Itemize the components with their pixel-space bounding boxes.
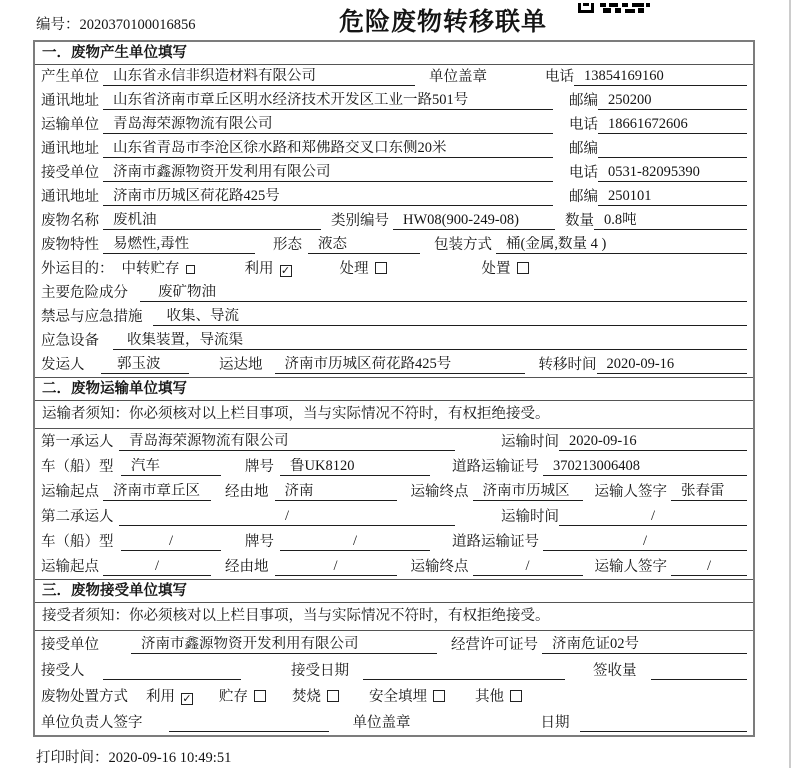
disposal-option-other <box>475 689 522 706</box>
head-sign-value[interactable] <box>169 731 329 732</box>
emergency-value[interactable]: 收集、导流 <box>153 308 748 326</box>
option-label: 焚烧 <box>292 689 321 705</box>
zip3-value[interactable]: 250101 <box>598 188 747 206</box>
page-title: 危险废物转移联单 <box>338 9 547 36</box>
address1-label: 通讯地址 <box>41 93 99 109</box>
hazard-row <box>35 281 753 305</box>
option-label: 贮存 <box>219 689 248 705</box>
option-label: 利用 <box>146 689 175 705</box>
transporter-value[interactable]: 青岛海荣源物流有限公司 <box>103 116 553 134</box>
accept-date-label: 接受日期 <box>291 663 349 679</box>
accept-unit-value[interactable]: 济南市鑫源物资开发利用有限公司 <box>131 636 437 654</box>
checkbox-icon[interactable] <box>510 690 522 702</box>
transporter-label: 运输单位 <box>41 117 99 133</box>
producer-value[interactable]: 山东省永信非织造材料有限公司 <box>103 68 415 86</box>
producer-label: 产生单位 <box>41 69 99 85</box>
print-time <box>36 746 231 767</box>
shipper-row <box>35 353 753 377</box>
section3-heading: 三．废物接受单位填写 <box>35 580 753 603</box>
zip1-value[interactable]: 250200 <box>598 92 747 110</box>
checkbox-icon[interactable] <box>517 262 529 274</box>
end1-label: 运输终点 <box>410 484 469 500</box>
permit2-label: 道路运输证号 <box>452 534 539 550</box>
route2-row <box>35 554 753 579</box>
serial-label: 编号： <box>36 17 80 33</box>
carrier1-value[interactable]: 青岛海荣源物流有限公司 <box>119 433 455 451</box>
sign1-label: 运输人签字 <box>594 484 667 500</box>
vehicle1-row <box>35 454 753 479</box>
via2-value[interactable]: / <box>275 558 397 576</box>
plate1-label: 牌号 <box>245 459 274 475</box>
head-sign-label: 单位负责人签字 <box>41 715 143 731</box>
section-receiver <box>35 579 753 735</box>
sign2-value[interactable]: / <box>671 558 747 576</box>
signed-amount-label: 签收量 <box>593 663 637 679</box>
option-label: 利用 <box>244 261 274 277</box>
disposal-option-landfill <box>369 689 445 706</box>
checkbox-icon[interactable]: ✓ <box>182 693 192 705</box>
section2-heading: 二．废物运输单位填写 <box>35 378 753 401</box>
head-signature-row <box>35 709 753 735</box>
option-label: 其他 <box>475 689 504 705</box>
zip1-label: 邮编 <box>569 93 598 109</box>
vehicle2-label: 车（船）型 <box>41 534 114 550</box>
date2-value[interactable] <box>580 731 748 732</box>
equipment-value[interactable]: 收集装置，导流渠 <box>113 332 747 350</box>
accept-person-label: 接受人 <box>41 663 85 679</box>
time2-label: 运输时间 <box>501 509 559 525</box>
vehicle1-label: 车（船）型 <box>41 459 114 475</box>
producer-row <box>35 65 753 89</box>
disposal-option-store <box>219 689 266 706</box>
disposal-method-row <box>35 683 753 709</box>
section-producer <box>35 42 753 377</box>
license-label: 经营许可证号 <box>451 637 538 653</box>
checkbox-icon[interactable] <box>186 265 195 274</box>
time1-label: 运输时间 <box>501 434 559 450</box>
qr-code-icon <box>578 0 650 18</box>
time1-value[interactable]: 2020-09-16 <box>559 433 747 451</box>
print-time-value: 2020-09-16 10:49:51 <box>108 750 232 766</box>
second-carrier-row <box>35 504 753 529</box>
zip2-value[interactable] <box>598 157 747 158</box>
transporter-notice: 运输者须知：你必须核对以上栏目事项，当与实际情况不符时，有权拒绝接受。 <box>35 401 753 429</box>
end1-value[interactable]: 济南市历城区 <box>473 483 583 501</box>
option-label: 处理 <box>339 261 369 277</box>
waste-name-row <box>35 209 753 233</box>
time2-value[interactable]: / <box>559 508 747 526</box>
hazard-value[interactable]: 废矿物油 <box>140 284 747 302</box>
checkbox-icon[interactable] <box>327 690 339 702</box>
receiver-label: 接受单位 <box>41 165 99 181</box>
shipper-value[interactable]: 郭玉波 <box>101 356 189 374</box>
address3-value[interactable]: 济南市历城区荷花路425号 <box>103 188 553 206</box>
section-transporter <box>35 377 753 579</box>
carrier2-label: 第二承运人 <box>41 509 114 525</box>
traits-label: 废物特性 <box>41 237 99 253</box>
emergency-label: 禁忌与应急措施 <box>41 309 143 325</box>
plate2-label: 牌号 <box>245 534 274 550</box>
option-label: 安全填埋 <box>369 689 427 705</box>
end2-value[interactable]: / <box>473 558 583 576</box>
accept-unit-label: 接受单位 <box>41 637 99 653</box>
purpose-option-transfer-storage <box>122 261 195 278</box>
license-value[interactable]: 济南危证02号 <box>542 636 747 654</box>
receiver-notice: 接受者须知：你必须核对以上栏目事项，当与实际情况不符时，有权拒绝接受。 <box>35 603 753 631</box>
packing-value[interactable]: 桶(金属,数量 4 ) <box>496 236 747 254</box>
plate1-value[interactable]: 鲁UK8120 <box>280 458 430 476</box>
address2-value[interactable]: 山东省青岛市李沧区徐水路和郑佛路交叉口东侧20米 <box>103 140 553 158</box>
address3-label: 通讯地址 <box>41 189 99 205</box>
via2-label: 经由地 <box>225 559 269 575</box>
origin2-value[interactable]: / <box>103 558 211 576</box>
checkbox-icon[interactable]: ✓ <box>280 265 291 277</box>
vehicle2-row <box>35 529 753 554</box>
checkbox-icon[interactable] <box>254 690 266 702</box>
option-label: 处置 <box>481 261 511 277</box>
address2-label: 通讯地址 <box>41 141 99 157</box>
shipper-label: 发运人 <box>41 357 85 373</box>
print-time-label: 打印时间： <box>36 750 109 766</box>
plate2-value[interactable]: / <box>280 533 430 551</box>
quantity-value[interactable]: 0.8吨 <box>594 212 747 230</box>
zip2-label: 邮编 <box>569 141 598 157</box>
phone3-label: 电话 <box>569 165 598 181</box>
origin1-label: 运输起点 <box>41 484 99 500</box>
serial-value: 2020370100016856 <box>79 17 196 33</box>
first-carrier-row <box>35 429 753 454</box>
transporter-row <box>35 113 753 137</box>
waste-name-value[interactable]: 废机油 <box>103 212 321 230</box>
purpose-row <box>35 257 753 281</box>
traits-value[interactable]: 易燃性,毒性 <box>103 236 255 254</box>
disposal-option-incinerate <box>292 689 339 706</box>
phone2-value[interactable]: 18661672606 <box>598 116 747 134</box>
dest-label: 运达地 <box>219 357 263 373</box>
packing-label: 包装方式 <box>434 237 492 253</box>
sign2-label: 运输人签字 <box>594 559 667 575</box>
phone2-label: 电话 <box>569 117 598 133</box>
checkbox-icon[interactable] <box>433 690 445 702</box>
accept-unit-row <box>35 631 753 657</box>
transfer-form-table <box>33 40 755 737</box>
via1-value[interactable]: 济南 <box>275 483 397 501</box>
producer-address-row <box>35 89 753 113</box>
signed-amount-value[interactable] <box>651 679 748 680</box>
phone1-value[interactable]: 13854169160 <box>574 68 747 86</box>
option-label: 中转贮存 <box>121 261 180 277</box>
category-value[interactable]: HW08(900-249-08) <box>393 212 555 230</box>
receiver-row <box>35 161 753 185</box>
origin2-label: 运输起点 <box>41 559 99 575</box>
unit-seal2-label: 单位盖章 <box>352 715 411 731</box>
hazard-label: 主要危险成分 <box>41 285 128 301</box>
receiver-value[interactable]: 济南市鑫源物资开发利用有限公司 <box>103 164 553 182</box>
accept-date-value[interactable] <box>363 679 565 680</box>
transfer-time-value[interactable]: 2020-09-16 <box>597 356 748 374</box>
purpose-option-treat <box>340 261 387 278</box>
route1-row <box>35 479 753 504</box>
accept-person-row <box>35 657 753 683</box>
accept-person-value[interactable] <box>103 679 241 680</box>
page-edge-divider <box>789 0 791 768</box>
waste-traits-row <box>35 233 753 257</box>
form-label: 形态 <box>273 237 302 253</box>
unit-seal-label: 单位盖章 <box>429 69 487 85</box>
via1-label: 经由地 <box>225 484 269 500</box>
section1-heading: 一．废物产生单位填写 <box>35 42 753 65</box>
transporter-address-row <box>35 137 753 161</box>
disposal-label: 废物处置方式 <box>41 689 128 705</box>
emergency-equipment-row <box>35 329 753 353</box>
permit1-value[interactable]: 370213006408 <box>543 458 747 476</box>
carrier1-label: 第一承运人 <box>41 434 114 450</box>
sign1-value[interactable]: 张春雷 <box>671 483 747 501</box>
permit1-label: 道路运输证号 <box>452 459 539 475</box>
phone3-value[interactable]: 0531-82095390 <box>598 164 747 182</box>
vehicle2-value[interactable]: / <box>121 533 221 551</box>
origin1-value[interactable]: 济南市章丘区 <box>103 483 211 501</box>
quantity-label: 数量 <box>565 213 594 229</box>
equipment-label: 应急设备 <box>41 333 99 349</box>
form-value[interactable]: 液态 <box>308 236 420 254</box>
date2-label: 日期 <box>540 715 570 731</box>
phone1-label: 电话 <box>545 69 574 85</box>
disposal-option-utilize <box>146 689 193 706</box>
receiver-address-row <box>35 185 753 209</box>
permit2-value[interactable]: / <box>543 533 747 551</box>
zip3-label: 邮编 <box>569 189 598 205</box>
category-label: 类别编号 <box>331 213 389 229</box>
purpose-label: 外运目的： <box>41 261 114 277</box>
waste-name-label: 废物名称 <box>41 213 99 229</box>
carrier2-value[interactable]: / <box>119 508 455 526</box>
address1-value[interactable]: 山东省济南市章丘区明水经济技术开发区工业一路501号 <box>103 92 553 110</box>
transfer-time-label: 转移时间 <box>538 357 597 373</box>
checkbox-icon[interactable] <box>375 262 387 274</box>
end2-label: 运输终点 <box>410 559 469 575</box>
purpose-option-utilize <box>245 261 292 278</box>
emergency-measures-row <box>35 305 753 329</box>
dest-value[interactable]: 济南市历城区荷花路425号 <box>275 356 525 374</box>
purpose-option-dispose <box>482 261 529 278</box>
vehicle1-value[interactable]: 汽车 <box>121 458 221 476</box>
